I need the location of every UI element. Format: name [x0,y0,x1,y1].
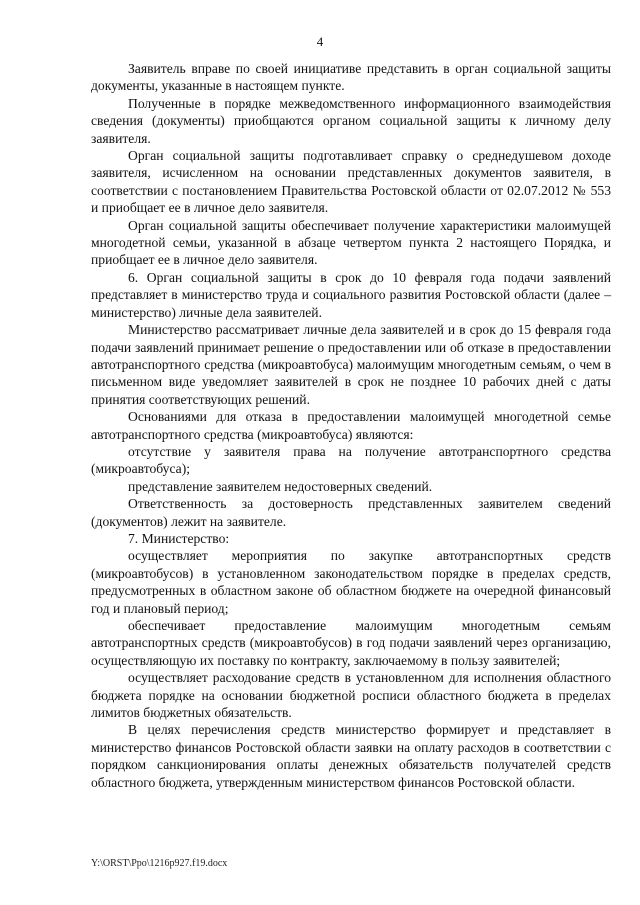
page-number: 4 [316,34,324,49]
paragraph-3: Орган социальной защиты подготавливает справку о среднедушевом доходе заявителя, исчисленном на основании представленных документов заявителя, в соответствии с постановлением Правительства Ростовской области от 02.07.2012 № 553 и приобщает ее в личное дело заявителя. [91,148,611,216]
paragraph-14: осуществляет расходование средств в установленном для исполнения областного бюджета порядке на основании бюджетной росписи областного бюджета в пределах лимитов бюджетных обязательств. [91,670,611,721]
paragraph-9: представление заявителем недостоверных сведений. [128,478,433,494]
paragraph-10: Ответственность за достоверность представленных заявителем сведений (документов) лежит на заявителе. [91,496,611,529]
paragraph-8: отсутствие у заявителя права на получение автотранспортного средства (микроавтобуса); [91,443,611,477]
paragraph-5: 6. Орган социальной защиты в срок до 10 февраля года подачи заявлений представляет в министерство труда и социального развития Ростовской области (далее – министерство) личные дела заявителей. [91,269,611,320]
document-body [91,60,611,791]
paragraph-6: Министерство рассматривает личные дела заявителей и в срок до 15 февраля года подачи заявлений принимает решение о предоставлении или об отказе в предоставлении автотранспортного средства (микроавтобуса) малоимущим многодетным семьям, о чем в письменном виде уведомляет заявителей в срок не позднее 10 рабочих дней с даты принятия соответствующих решений. [91,322,611,407]
paragraph-2: Полученные в порядке межведомственного информационного взаимодействия сведения (документы) приобщаются органом социальной защиты к личному делу заявителя. [91,95,611,146]
paragraph-11: 7. Министерство: [128,530,230,546]
paragraph-15: В целях перечисления средств министерство формирует и представляет в министерство финансов Ростовской области заявки на оплату расходов в соответствии с порядком санкционирования оплаты денежных обязательств получателей средств областного бюджета, утвержденным министерством финансов Ростовской области. [91,722,611,790]
paragraph-12: осуществляет мероприятия по закупке автотранспортных средств (микроавтобусов) в установленном законодательством порядке в пределах средств, предусмотренных в областном законе об областном бюджете на очередной финансовый год и плановый период; [91,548,611,616]
file-path-footer: Y:\ORST\Ppo\1216p927.f19.docx [91,858,228,869]
paragraph-7: Основаниями для отказа в предоставлении малоимущей многодетной семье автотранспортного средства (микроавтобуса) являются: [91,409,611,442]
paragraph-13: обеспечивает предоставление малоимущим многодетным семьям автотранспортных средств (микроавтобусов) в год подачи заявлений через организацию, осуществляющую их поставку по контракту, заключаемому в пользу заявителей; [91,618,611,668]
paragraph-1: Заявитель вправе по своей инициативе представить в орган социальной защиты документы, указанные в настоящем пункте. [91,61,611,94]
paragraph-4: Орган социальной защиты обеспечивает получение характеристики малоимущей многодетной семьи, указанной в абзаце четвертом пункта 2 настоящего Порядка, и приобщает ее в личное дело заявителя. [91,217,611,268]
